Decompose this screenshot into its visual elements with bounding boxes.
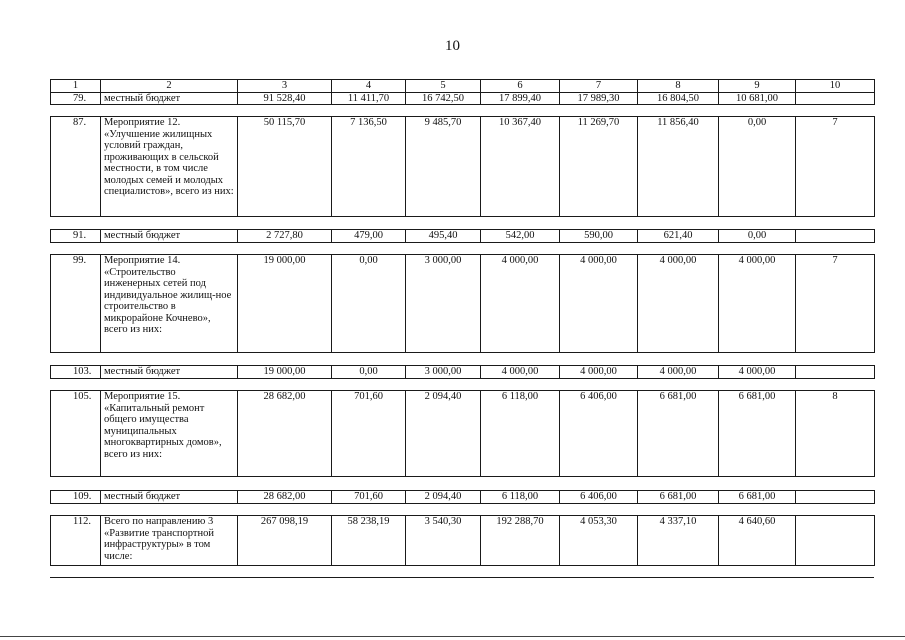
cell-value: 16 742,50 bbox=[406, 92, 481, 105]
cell-value: 11 856,40 bbox=[638, 117, 719, 217]
column-header: 9 bbox=[719, 80, 796, 93]
cell-value: 4 000,00 bbox=[638, 255, 719, 353]
cell-value bbox=[796, 366, 875, 379]
cell-value: 6 681,00 bbox=[719, 391, 796, 477]
column-header: 8 bbox=[638, 80, 719, 93]
cell-value: 4 000,00 bbox=[719, 366, 796, 379]
cell-value: 6 681,00 bbox=[719, 491, 796, 504]
cell-value: 4 337,10 bbox=[638, 516, 719, 566]
cell-value: 701,60 bbox=[332, 491, 406, 504]
cell-value: 17 989,30 bbox=[560, 92, 638, 105]
cell-value: 28 682,00 bbox=[238, 391, 332, 477]
row-name: Мероприятие 12. «Улучшение жилищных условий граждан, проживающих в сельской местности, в том числе молодых семей и молодых специалистов», всего из них: bbox=[101, 117, 238, 217]
table-row bbox=[51, 230, 875, 243]
cell-value: 19 000,00 bbox=[238, 366, 332, 379]
cell-value: 267 098,19 bbox=[238, 516, 332, 566]
cell-value: 2 727,80 bbox=[238, 230, 332, 243]
cell-value: 3 000,00 bbox=[406, 255, 481, 353]
cell-value: 6 406,00 bbox=[560, 491, 638, 504]
cell-value: 701,60 bbox=[332, 391, 406, 477]
row-number: 112. bbox=[51, 516, 101, 566]
cell-value bbox=[796, 516, 875, 566]
cell-value: 4 000,00 bbox=[560, 255, 638, 353]
cell-value: 495,40 bbox=[406, 230, 481, 243]
table-block bbox=[50, 490, 875, 504]
row-number: 87. bbox=[51, 117, 101, 217]
divider-line bbox=[50, 577, 874, 578]
cell-value: 4 640,60 bbox=[719, 516, 796, 566]
cell-value: 0,00 bbox=[719, 230, 796, 243]
cell-value: 6 118,00 bbox=[481, 491, 560, 504]
cell-value: 590,00 bbox=[560, 230, 638, 243]
cell-value: 3 540,30 bbox=[406, 516, 481, 566]
column-header: 7 bbox=[560, 80, 638, 93]
page-number: 10 bbox=[445, 38, 460, 54]
table-row bbox=[51, 391, 875, 477]
table-block-header bbox=[50, 79, 875, 105]
table-row bbox=[51, 366, 875, 379]
cell-value: 17 899,40 bbox=[481, 92, 560, 105]
table-block bbox=[50, 229, 875, 243]
cell-value bbox=[796, 92, 875, 105]
cell-value: 4 053,30 bbox=[560, 516, 638, 566]
cell-value: 4 000,00 bbox=[719, 255, 796, 353]
cell-value bbox=[796, 491, 875, 504]
cell-value: 2 094,40 bbox=[406, 491, 481, 504]
row-name: Мероприятие 14. «Строительство инженерных сетей под индивидуальное жилищ-ное строительство в микрорайоне Кочнево», всего из них: bbox=[101, 255, 238, 353]
table-row bbox=[51, 255, 875, 353]
cell-value: 16 804,50 bbox=[638, 92, 719, 105]
cell-value bbox=[796, 230, 875, 243]
cell-value: 11 411,70 bbox=[332, 92, 406, 105]
cell-value: 8 bbox=[796, 391, 875, 477]
cell-value: 7 136,50 bbox=[332, 117, 406, 217]
row-name: местный бюджет bbox=[101, 491, 238, 504]
cell-value: 50 115,70 bbox=[238, 117, 332, 217]
row-number: 99. bbox=[51, 255, 101, 353]
cell-value: 7 bbox=[796, 117, 875, 217]
table-row bbox=[51, 491, 875, 504]
table-block bbox=[50, 116, 875, 217]
row-name: местный бюджет bbox=[101, 366, 238, 379]
row-name: Всего по направлению 3 «Развитие транспортной инфраструктуры» в том числе: bbox=[101, 516, 238, 566]
cell-value: 10 681,00 bbox=[719, 92, 796, 105]
column-header: 3 bbox=[238, 80, 332, 93]
cell-value: 0,00 bbox=[332, 255, 406, 353]
column-number-row bbox=[51, 80, 875, 93]
row-number: 103. bbox=[51, 366, 101, 379]
cell-value: 3 000,00 bbox=[406, 366, 481, 379]
row-name: местный бюджет bbox=[101, 230, 238, 243]
table-block bbox=[50, 254, 875, 353]
cell-value: 4 000,00 bbox=[481, 255, 560, 353]
column-header: 5 bbox=[406, 80, 481, 93]
cell-value: 6 681,00 bbox=[638, 391, 719, 477]
column-header: 1 bbox=[51, 80, 101, 93]
cell-value: 10 367,40 bbox=[481, 117, 560, 217]
row-name: местный бюджет bbox=[101, 92, 238, 105]
cell-value: 0,00 bbox=[719, 117, 796, 217]
cell-value: 479,00 bbox=[332, 230, 406, 243]
table-block bbox=[50, 365, 875, 379]
cell-value: 6 681,00 bbox=[638, 491, 719, 504]
cell-value: 2 094,40 bbox=[406, 391, 481, 477]
row-number: 109. bbox=[51, 491, 101, 504]
column-header: 10 bbox=[796, 80, 875, 93]
table-block bbox=[50, 390, 875, 477]
column-header: 6 bbox=[481, 80, 560, 93]
cell-value: 19 000,00 bbox=[238, 255, 332, 353]
cell-value: 9 485,70 bbox=[406, 117, 481, 217]
cell-value: 58 238,19 bbox=[332, 516, 406, 566]
cell-value: 0,00 bbox=[332, 366, 406, 379]
cell-value: 11 269,70 bbox=[560, 117, 638, 217]
cell-value: 621,40 bbox=[638, 230, 719, 243]
cell-value: 6 118,00 bbox=[481, 391, 560, 477]
cell-value: 28 682,00 bbox=[238, 491, 332, 504]
cell-value: 542,00 bbox=[481, 230, 560, 243]
row-name: Мероприятие 15. «Капитальный ремонт общего имущества муниципальных многоквартирных домов», всего из них: bbox=[101, 391, 238, 477]
cell-value: 4 000,00 bbox=[481, 366, 560, 379]
row-number: 91. bbox=[51, 230, 101, 243]
table-row bbox=[51, 516, 875, 566]
scan-bottom-edge bbox=[0, 636, 905, 637]
cell-value: 4 000,00 bbox=[638, 366, 719, 379]
row-number: 79. bbox=[51, 92, 101, 105]
cell-value: 4 000,00 bbox=[560, 366, 638, 379]
column-header: 4 bbox=[332, 80, 406, 93]
table-block bbox=[50, 515, 875, 566]
cell-value: 7 bbox=[796, 255, 875, 353]
column-header: 2 bbox=[101, 80, 238, 93]
row-number: 105. bbox=[51, 391, 101, 477]
table-row bbox=[51, 117, 875, 217]
table-row bbox=[51, 92, 875, 105]
cell-value: 91 528,40 bbox=[238, 92, 332, 105]
cell-value: 192 288,70 bbox=[481, 516, 560, 566]
cell-value: 6 406,00 bbox=[560, 391, 638, 477]
